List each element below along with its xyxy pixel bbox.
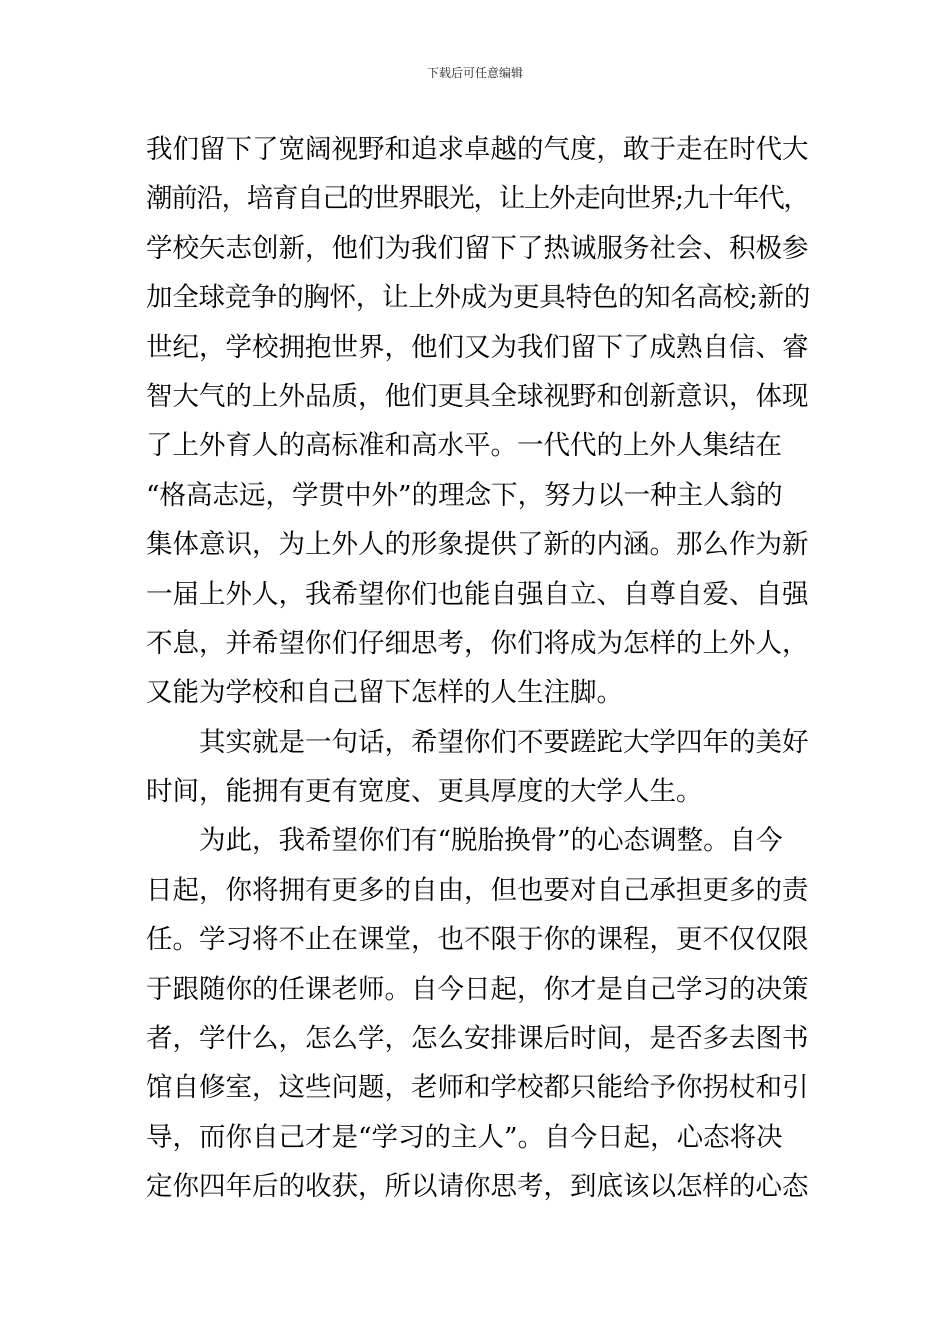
text-line: 定你四年后的收获，所以请你思考，到底该以怎样的心态 (146, 1171, 809, 1203)
text-line: 智大气的上外品质，他们更具全球视野和创新意识，体现 (146, 380, 809, 412)
text-line: 时间，能拥有更有宽度、更具厚度的大学人生。 (146, 776, 703, 808)
text-line: 集体意识，为上外人的形象提供了新的内涵。那么作为新 (146, 529, 809, 561)
text-line: 日起，你将拥有更多的自由，但也要对自己承担更多的责 (146, 874, 809, 906)
text-line: 导，而你自己才是“学习的主人”。自今日起，心态将决 (146, 1121, 783, 1153)
page-header: 下载后可任意编辑 (426, 66, 523, 80)
text-line: 馆自修室，这些问题，老师和学校都只能给予你拐杖和引 (146, 1072, 809, 1104)
text-line: 为此，我希望你们有“脱胎换骨”的心态调整。自今 (199, 825, 783, 857)
text-line: 任。学习将不止在课堂，也不限于你的课程，更不仅仅限 (146, 924, 809, 956)
paragraph-1 (146, 125, 810, 718)
text-line: 我们留下了宽阔视野和追求卓越的气度，敢于走在时代大 (146, 134, 809, 165)
text-line: 其实就是一句话，希望你们不要蹉跎大学四年的美好 (199, 726, 809, 758)
text-line: 加全球竞争的胸怀，让上外成为更具特色的知名高校;新的 (146, 282, 811, 314)
paragraph-2 (146, 718, 810, 817)
text-line: “格高志远，学贯中外”的理念下，努力以一种主人翁的 (146, 479, 783, 511)
text-line: 者，学什么，怎么学，怎么安排课后时间，是否多去图书 (146, 1023, 809, 1055)
text-line: 世纪，学校拥抱世界，他们又为我们留下了成熟自信、睿 (146, 331, 809, 363)
text-line: 潮前沿，培育自己的世界眼光，让上外走向世界;九十年代， (146, 183, 809, 215)
text-line: 一届上外人，我希望你们也能自强自立、自尊自爱、自强 (146, 578, 809, 610)
document-body (146, 125, 810, 1212)
text-line: 学校矢志创新，他们为我们留下了热诚服务社会、积极参 (146, 232, 809, 264)
paragraph-3 (146, 816, 810, 1211)
text-line: 不息，并希望你们仔细思考，你们将成为怎样的上外人， (146, 627, 809, 659)
text-line: 了上外育人的高标准和高水平。一代代的上外人集结在 (146, 430, 782, 462)
text-line: 于跟随你的任课老师。自今日起，你才是自己学习的决策 (146, 973, 809, 1005)
text-line: 又能为学校和自己留下怎样的人生注脚。 (146, 677, 623, 709)
